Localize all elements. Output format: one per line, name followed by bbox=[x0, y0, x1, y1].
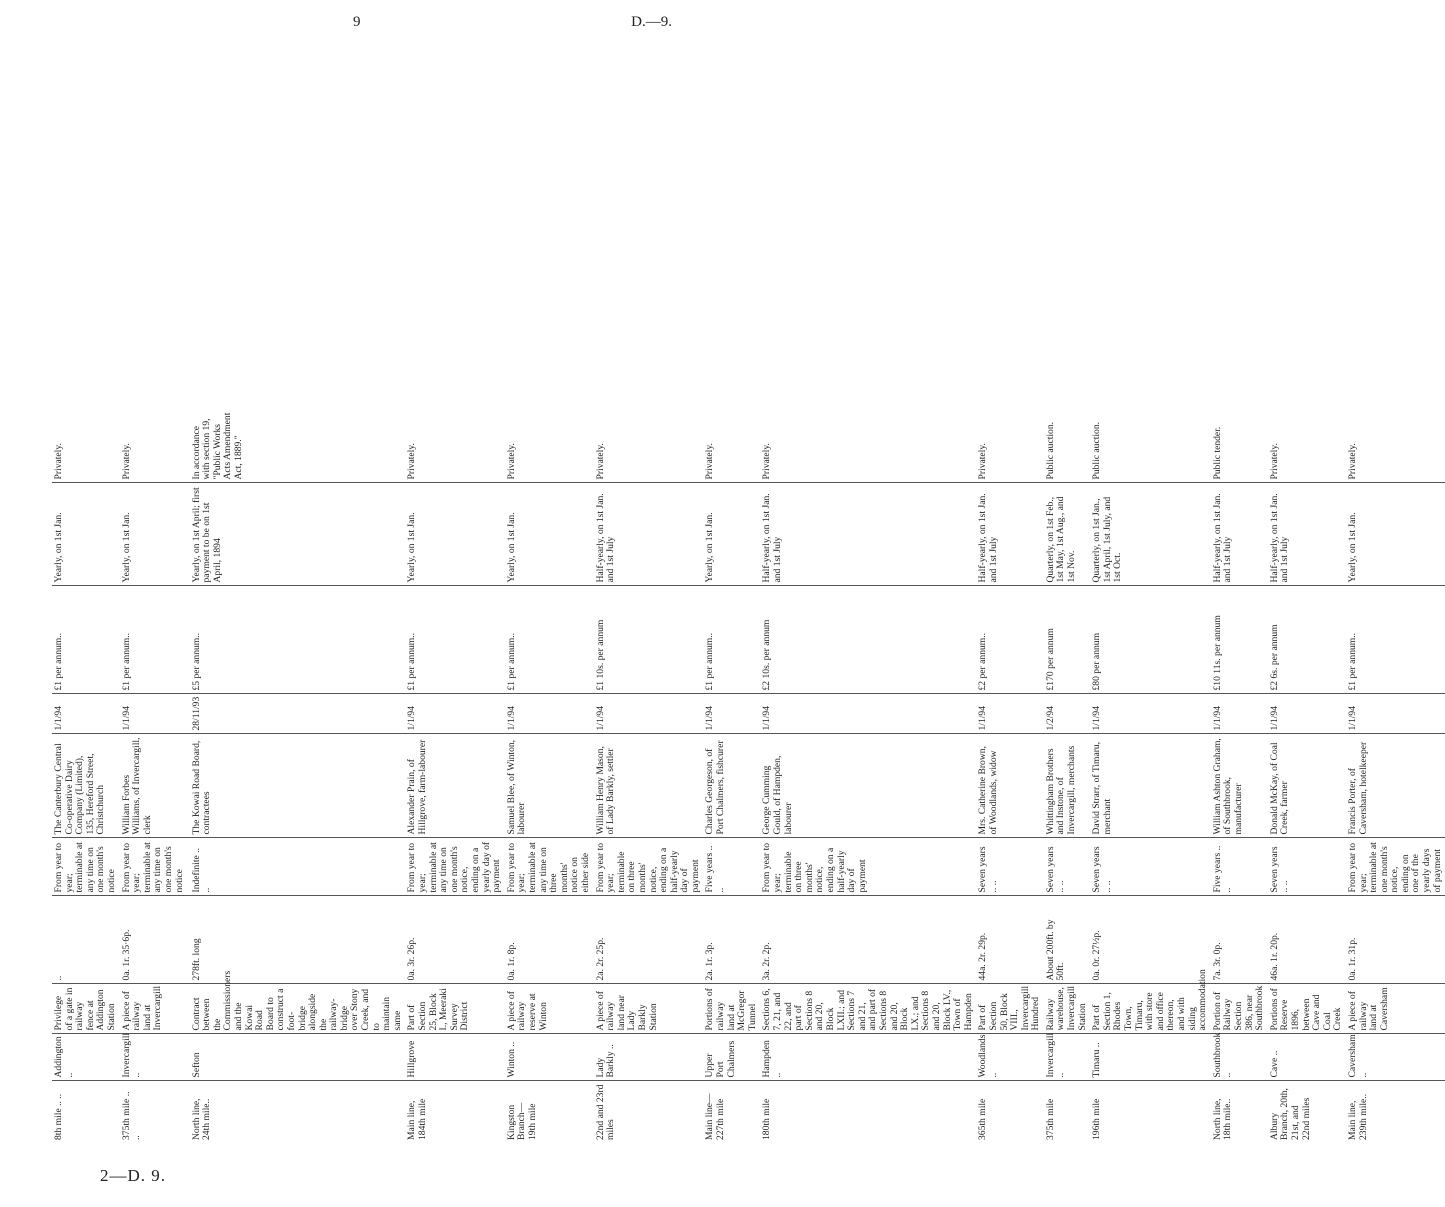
cell-area: 0a. 1r. 35·6p. bbox=[120, 896, 190, 984]
cell-area: 0a. 3r. 26p. bbox=[405, 896, 504, 984]
cell-station: Cave .. bbox=[1268, 1034, 1346, 1081]
cell-how-let: Privately. bbox=[760, 407, 976, 483]
cell-commencing: 1/1/94 bbox=[703, 694, 760, 734]
cell-situation: 196th mile bbox=[1091, 1098, 1103, 1140]
cell-situation: 180th mile bbox=[761, 1098, 773, 1140]
leases-table-rotated bbox=[52, 38, 1443, 1143]
cell-how-let: Privately. bbox=[505, 407, 594, 483]
cell-station: Upper Port Chalmers bbox=[703, 1034, 760, 1081]
cell-term: From year to year; terminable at any time on three months' notice on either side bbox=[505, 838, 594, 896]
cell-rental: £1 10s. per annum bbox=[594, 586, 704, 694]
cell-payment: Half-yearly, on 1st Jan. and 1st July bbox=[1268, 483, 1346, 586]
cell-how-let: In accordance with section 19, "Public Works Acts Amendment Act, 1889." bbox=[190, 407, 406, 483]
cell-area: 7a. 3r. 0p. bbox=[1211, 896, 1268, 984]
table-row bbox=[52, 38, 120, 1143]
cell-description: A piece of railway land at Invercargill bbox=[120, 984, 190, 1034]
cell-how-let: Privately. bbox=[405, 407, 504, 483]
cell-area: About 200ft. by 50ft. bbox=[1044, 896, 1090, 984]
table-row bbox=[760, 38, 976, 1143]
cell-payment: Quarterly, on 1st Jan., 1st April, 1st July, and 1st Oct. bbox=[1090, 483, 1211, 586]
cell-term: From year to year; terminable at one month's notice, ending on one of the yearly days of payment bbox=[1346, 838, 1445, 896]
cell-description: Privilege of a gate in railway fence at Addington Station bbox=[52, 984, 120, 1034]
cell-situation: Main line, 184th mile bbox=[406, 1098, 429, 1140]
cell-rental: £2 10s. per annum bbox=[760, 586, 976, 694]
cell-term: Indefinite .. .. bbox=[190, 838, 406, 896]
cell-commencing: 1/1/94 bbox=[505, 694, 594, 734]
cell-lessee: George Cumming Gould, of Hampden, labourer bbox=[760, 734, 976, 838]
cell-station: Sefton bbox=[190, 1034, 406, 1081]
cell-payment: Yearly, on 1st Jan. bbox=[1346, 483, 1445, 586]
cell-situation: 375th mile bbox=[1044, 1098, 1056, 1140]
cell-station: Southbrook .. bbox=[1211, 1034, 1268, 1081]
cell-area: 0a. 1r. 31p. bbox=[1346, 896, 1445, 984]
cell-description: Part of Section 25, Block I., Meeraki Survey District bbox=[405, 984, 504, 1034]
cell-commencing: 1/1/94 bbox=[760, 694, 976, 734]
cell-lessee: Whittingham Brothers and Instone, of Invercargill, merchants bbox=[1044, 734, 1090, 838]
cell-how-let: Privately. bbox=[1346, 407, 1445, 483]
cell-how-let: Privately. bbox=[1268, 407, 1346, 483]
cell-situation: 22nd and 23rd miles bbox=[594, 1084, 617, 1140]
cell-rental: £1 per annum.. bbox=[405, 586, 504, 694]
cell-payment: Yearly, on 1st Jan. bbox=[120, 483, 190, 586]
cell-payment: Half-yearly, on 1st Jan. and 1st July bbox=[594, 483, 704, 586]
cell-how-let: Privately. bbox=[52, 407, 120, 483]
cell-term: From year to year; terminable on three months' notice, ending on a half-yearly day of payment bbox=[594, 838, 704, 896]
cell-term: Seven years .. .. bbox=[1044, 838, 1090, 896]
table-row bbox=[505, 38, 594, 1143]
cell-commencing: 1/1/94 bbox=[594, 694, 704, 734]
cell-how-let: Privately. bbox=[594, 407, 704, 483]
cell-description: Portions of Reserve 1896, between Cave and Coal Creek bbox=[1268, 984, 1346, 1034]
cell-commencing: 1/1/94 bbox=[976, 694, 1044, 734]
cell-description: Portion of Railway Section 386, near Southbrook bbox=[1211, 984, 1268, 1034]
cell-description: Portions of railway land at McGregor Tunnel bbox=[703, 984, 760, 1034]
page-reference: D.—9. bbox=[631, 14, 672, 30]
cell-lessee: Francis Porter, of Caversham, hotelkeeper bbox=[1346, 734, 1445, 838]
cell-station: Hillgrove bbox=[405, 1034, 504, 1081]
cell-situation: North line, 18th mile.. bbox=[1211, 1098, 1234, 1140]
cell-area: 0a. 1r. 8p. bbox=[505, 896, 594, 984]
cell-how-let: Privately. bbox=[976, 407, 1044, 483]
cell-station: Winton .. bbox=[505, 1034, 594, 1081]
cell-situation: 365th mile bbox=[977, 1098, 989, 1140]
cell-area: 2a. 1r. 3p. bbox=[703, 896, 760, 984]
cell-rental: £1 per annum.. bbox=[1346, 586, 1445, 694]
cell-station: Invercargill .. bbox=[1044, 1034, 1090, 1081]
cell-lessee: Samuel Blee, of Winton, labourer bbox=[505, 734, 594, 838]
cell-area: .. bbox=[52, 896, 120, 984]
table-row bbox=[594, 38, 704, 1143]
cell-term: Seven years .. .. bbox=[1268, 838, 1346, 896]
cell-station: Lady Barkly .. bbox=[594, 1034, 704, 1081]
cell-lessee: Charles Georgeson, of Port Chalmers, fishcurer bbox=[703, 734, 760, 838]
cell-payment: Half-yearly, on 1st Jan. and 1st July bbox=[1211, 483, 1268, 586]
cell-area: 0a. 0r. 27½p. bbox=[1090, 896, 1211, 984]
cell-commencing: 1/2/94 bbox=[1044, 694, 1090, 734]
cell-lessee: David Strarr, of Timaru, merchant bbox=[1090, 734, 1211, 838]
cell-term: From year to year; terminable on three months' notice, ending on a half-yearly day of payment bbox=[760, 838, 976, 896]
table-row bbox=[405, 38, 504, 1143]
cell-rental: £5 per annum.. bbox=[190, 586, 406, 694]
cell-lessee: Donald McKay, of Coal Creek, farmer bbox=[1268, 734, 1346, 838]
cell-station: Invercargill .. bbox=[120, 1034, 190, 1081]
cell-rental: £1 per annum.. bbox=[505, 586, 594, 694]
cell-area: 2a. 2r. 25p. bbox=[594, 896, 704, 984]
cell-station: Woodlands .. bbox=[976, 1034, 1044, 1081]
page-number: 9 bbox=[353, 14, 361, 30]
cell-commencing: 1/1/94 bbox=[52, 694, 120, 734]
cell-payment: Yearly, on 1st Jan. bbox=[52, 483, 120, 586]
cell-commencing: 1/1/94 bbox=[1211, 694, 1268, 734]
cell-lessee: Alexander Prain, of Hillgrove, farm-labourer bbox=[405, 734, 504, 838]
cell-situation: Albury Branch, 20th, 21st, and 22nd miles bbox=[1268, 1088, 1312, 1140]
cell-lessee: William Henry Mason, of Lady Barkly, settler bbox=[594, 734, 704, 838]
cell-term: Five years .. .. bbox=[1211, 838, 1268, 896]
cell-description: A piece of railway reserve at Winton bbox=[505, 984, 594, 1034]
cell-rental: £1 per annum.. bbox=[120, 586, 190, 694]
cell-commencing: 28/11/93 bbox=[190, 694, 406, 734]
cell-commencing: 1/1/94 bbox=[1090, 694, 1211, 734]
cell-term: From year to year; terminable at any time on one month's notice bbox=[120, 838, 190, 896]
cell-area: 44a. 2r. 29p. bbox=[976, 896, 1044, 984]
table-row bbox=[1346, 38, 1445, 1143]
table-row bbox=[190, 38, 406, 1143]
leases-table-body bbox=[52, 38, 1445, 1143]
table-row bbox=[1090, 38, 1211, 1143]
cell-commencing: 1/1/94 bbox=[120, 694, 190, 734]
table-row bbox=[703, 38, 760, 1143]
cell-rental: £170 per annum bbox=[1044, 586, 1090, 694]
table-row bbox=[1211, 38, 1268, 1143]
cell-term: From year to year; terminable at any time on one month's notice bbox=[52, 838, 120, 896]
cell-area: 278ft. long bbox=[190, 896, 406, 984]
cell-lessee: William Forbes Williams, of Invercargill, clerk bbox=[120, 734, 190, 838]
cell-description: Contract between the Commissioners and the Kowai Road Board to construct a foot-bridge alongside the railway-bridge over Stony Creek, and to maintain same bbox=[190, 984, 406, 1034]
cell-term: Seven years .. .. bbox=[976, 838, 1044, 896]
cell-situation: 375th mile .. .. bbox=[120, 1091, 143, 1140]
cell-payment: Quarterly, on 1st Feb., 1st May, 1st Aug., and 1st Nov. bbox=[1044, 483, 1090, 586]
cell-station: Addington .. bbox=[52, 1034, 120, 1081]
cell-rental: £2 per annum.. bbox=[976, 586, 1044, 694]
table-row bbox=[976, 38, 1044, 1143]
cell-commencing: 1/1/94 bbox=[405, 694, 504, 734]
cell-situation: Main line— 227th mile bbox=[704, 1093, 727, 1140]
table-row bbox=[1268, 38, 1346, 1143]
cell-how-let: Public auction. bbox=[1090, 407, 1211, 483]
cell-description: Part of Section 1, Rhodes Town, Timaru, with store and office thereon, and with siding accommodation bbox=[1090, 984, 1211, 1034]
cell-lessee: The Kowai Road Board, contractees bbox=[190, 734, 406, 838]
cell-situation: Kingston Branch— 19th mile bbox=[505, 1102, 538, 1140]
cell-rental: £10 11s. per annum bbox=[1211, 586, 1268, 694]
cell-how-let: Public auction. bbox=[1044, 407, 1090, 483]
cell-description: Part of Section 50, Block VIII., Invercargill Hundred bbox=[976, 984, 1044, 1034]
cell-rental: £1 per annum.. bbox=[52, 586, 120, 694]
table-row bbox=[120, 38, 190, 1143]
cell-description: Railway warehouse, Invercargill Station bbox=[1044, 984, 1090, 1034]
cell-payment: Yearly, on 1st Jan. bbox=[703, 483, 760, 586]
cell-commencing: 1/1/94 bbox=[1346, 694, 1445, 734]
cell-description: A piece of railway land at Caversham bbox=[1346, 984, 1445, 1034]
cell-situation: 8th mile .. .. bbox=[53, 1093, 64, 1140]
cell-rental: £2 6s. per annum bbox=[1268, 586, 1346, 694]
cell-how-let: Public tender. bbox=[1211, 407, 1268, 483]
cell-term: From year to year; terminable at any time on one month's notice, ending on a yearly day of payment bbox=[405, 838, 504, 896]
cell-situation: Main line, 239th mile.. bbox=[1346, 1093, 1369, 1140]
cell-term: Seven years .. .. bbox=[1090, 838, 1211, 896]
cell-rental: £80 per annum bbox=[1090, 586, 1211, 694]
cell-station: Caversham .. bbox=[1346, 1034, 1445, 1081]
table-row bbox=[1044, 38, 1090, 1143]
cell-payment: Half-yearly, on 1st Jan. and 1st July bbox=[760, 483, 976, 586]
cell-lessee: William Ashton Graham, of Southbrook, manufacturer bbox=[1211, 734, 1268, 838]
cell-situation: North line, 24th mile.. bbox=[190, 1098, 213, 1140]
cell-description: A piece of railway land near Lady Barkly Station bbox=[594, 984, 704, 1034]
cell-rental: £1 per annum.. bbox=[703, 586, 760, 694]
cell-station: Hampden .. bbox=[760, 1034, 976, 1081]
cell-area: 46a. 1r. 20p. bbox=[1268, 896, 1346, 984]
printer-signature: 2—D. 9. bbox=[100, 1166, 167, 1185]
cell-area: 3a. 2r. 2p. bbox=[760, 896, 976, 984]
cell-lessee: The Canterbury Central Co-operative Dairy Company (Limited), 135, Hereford Street, Christchurch bbox=[52, 734, 120, 838]
cell-payment: Yearly, on 1st Jan. bbox=[405, 483, 504, 586]
cell-how-let: Privately. bbox=[703, 407, 760, 483]
cell-term: Five years .. .. bbox=[703, 838, 760, 896]
cell-payment: Half-yearly, on 1st Jan. and 1st July bbox=[976, 483, 1044, 586]
cell-commencing: 1/1/94 bbox=[1268, 694, 1346, 734]
cell-payment: Yearly, on 1st Jan. bbox=[505, 483, 594, 586]
cell-lessee: Mrs. Catherine Brown, of Woodlands, widow bbox=[976, 734, 1044, 838]
leases-table bbox=[52, 38, 1445, 1143]
cell-how-let: Privately. bbox=[120, 407, 190, 483]
cell-station: Timaru .. bbox=[1090, 1034, 1211, 1081]
cell-payment: Yearly, on 1st April; first payment to be on 1st April, 1894 bbox=[190, 483, 406, 586]
cell-description: Sections 6, 7, 21, and 22, and part of Sections 8 and 20, Block LXII.; and Sections 7 and 21, and part of Sections 8 and 20, Block LX.; and Sections 8 and 20, Block LV., Town of Hampden bbox=[760, 984, 976, 1034]
